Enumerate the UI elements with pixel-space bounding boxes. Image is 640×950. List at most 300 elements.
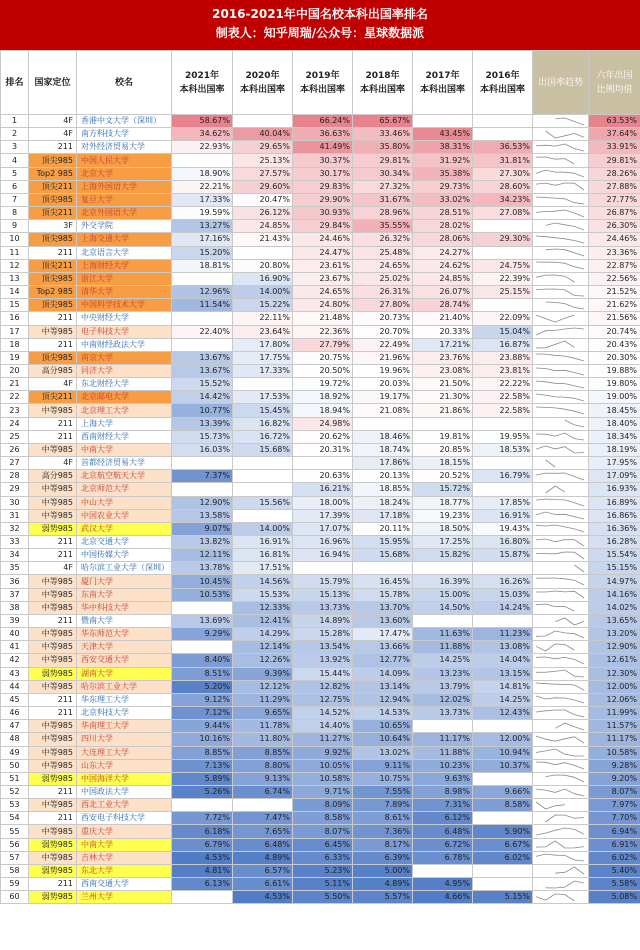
trend-sparkline (533, 444, 587, 455)
table-row (1, 391, 640, 404)
rate-cell: 16.81% (233, 549, 293, 562)
trend-sparkline (533, 681, 587, 692)
school-name-cell: 首都经济贸易大学 (77, 457, 172, 470)
table-row (1, 207, 640, 220)
trend-sparkline (533, 721, 587, 732)
trend-sparkline (533, 589, 587, 600)
average-cell: 26.30% (589, 220, 640, 233)
table-row (1, 838, 640, 851)
rate-cell: 11.78% (233, 720, 293, 733)
rate-cell: 41.49% (293, 141, 353, 154)
rate-cell: 6.78% (413, 851, 473, 864)
rate-cell: 17.53% (233, 391, 293, 404)
rate-cell: 21.40% (413, 312, 473, 325)
trend-sparkline (533, 195, 587, 206)
rank-cell: 39 (1, 614, 29, 627)
rate-cell: 8.09% (293, 799, 353, 812)
table-row (1, 338, 640, 351)
trend-sparkline-cell (533, 470, 589, 483)
average-cell: 20.30% (589, 351, 640, 364)
rank-cell: 47 (1, 720, 29, 733)
rate-cell: 22.36% (293, 325, 353, 338)
rank-cell: 53 (1, 799, 29, 812)
rate-cell: 14.29% (233, 628, 293, 641)
rate-cell: 20.31% (293, 443, 353, 456)
position-cell: 中等985 (29, 483, 77, 496)
rank-cell: 38 (1, 601, 29, 614)
position-cell: 3F (29, 220, 77, 233)
trend-sparkline (533, 668, 587, 679)
rate-cell: 18.94% (293, 404, 353, 417)
rate-cell: 11.63% (413, 628, 473, 641)
rate-cell: 14.50% (413, 601, 473, 614)
rate-cell: 15.03% (473, 588, 533, 601)
position-cell: 顶尖985 (29, 233, 77, 246)
rate-cell (473, 614, 533, 627)
average-cell: 20.43% (589, 338, 640, 351)
rate-cell: 7.89% (353, 799, 413, 812)
rank-cell: 10 (1, 233, 29, 246)
position-cell: 中等985 (29, 404, 77, 417)
table-row (1, 772, 640, 785)
rate-cell: 20.52% (413, 470, 473, 483)
trend-sparkline (533, 168, 587, 179)
header-2020: 2020年 本科出国率 (233, 51, 293, 115)
position-cell: 211 (29, 312, 77, 325)
rate-cell: 16.91% (473, 509, 533, 522)
position-cell: Top2 985 (29, 286, 77, 299)
rate-cell (353, 562, 413, 575)
trend-sparkline-cell (533, 128, 589, 141)
trend-sparkline-cell (533, 286, 589, 299)
header-position: 国家定位 (29, 51, 77, 115)
rate-cell: 9.71% (293, 785, 353, 798)
trend-sparkline (533, 879, 587, 890)
trend-sparkline-cell (533, 115, 589, 128)
rate-cell (233, 457, 293, 470)
trend-sparkline (533, 694, 587, 705)
rate-cell: 43.45% (413, 128, 473, 141)
rate-cell: 19.59% (172, 207, 233, 220)
trend-sparkline (533, 116, 587, 127)
trend-sparkline-cell (533, 167, 589, 180)
rate-cell: 10.37% (473, 759, 533, 772)
school-name-cell: 电子科技大学 (77, 325, 172, 338)
rate-cell: 12.43% (473, 707, 533, 720)
table-row (1, 246, 640, 259)
rate-cell: 8.61% (353, 812, 413, 825)
rank-cell: 12 (1, 259, 29, 272)
table-row (1, 220, 640, 233)
rate-cell: 5.23% (293, 864, 353, 877)
rank-cell: 32 (1, 522, 29, 535)
trend-sparkline-cell (533, 759, 589, 772)
rate-cell: 20.85% (413, 443, 473, 456)
rate-cell: 13.66% (353, 641, 413, 654)
rank-cell: 6 (1, 180, 29, 193)
school-name-cell: 东北大学 (77, 864, 172, 877)
rank-cell: 45 (1, 693, 29, 706)
rate-cell: 21.50% (413, 378, 473, 391)
rate-cell: 22.49% (353, 338, 413, 351)
title-banner (0, 0, 640, 50)
average-cell: 12.00% (589, 680, 640, 693)
rate-cell: 13.14% (353, 680, 413, 693)
table-row (1, 272, 640, 285)
rate-cell: 8.98% (413, 785, 473, 798)
trend-sparkline (533, 142, 587, 153)
header-name: 校名 (77, 51, 172, 115)
trend-sparkline (533, 155, 587, 166)
rank-cell: 44 (1, 680, 29, 693)
school-name-cell: 中南财经政法大学 (77, 338, 172, 351)
trend-sparkline-cell (533, 443, 589, 456)
rate-cell: 36.63% (293, 128, 353, 141)
rate-cell: 31.81% (473, 154, 533, 167)
rate-cell: 28.96% (353, 207, 413, 220)
header-2017: 2017年 本科出国率 (413, 51, 473, 115)
average-cell: 18.40% (589, 417, 640, 430)
trend-sparkline-cell (533, 207, 589, 220)
rate-cell: 17.47% (353, 628, 413, 641)
rate-cell: 15.13% (293, 588, 353, 601)
trend-sparkline-cell (533, 825, 589, 838)
rate-cell: 17.86% (353, 457, 413, 470)
rate-cell: 7.13% (172, 759, 233, 772)
rank-cell: 52 (1, 785, 29, 798)
rate-cell: 7.12% (172, 707, 233, 720)
school-name-cell: 香港中文大学（深圳） (77, 115, 172, 128)
rank-cell: 51 (1, 772, 29, 785)
rate-cell (172, 272, 233, 285)
rate-cell: 28.02% (413, 220, 473, 233)
table-row (1, 404, 640, 417)
school-name-cell: 华中科技大学 (77, 601, 172, 614)
rate-cell: 15.04% (473, 325, 533, 338)
header-average: 六年出国 比例均值 (589, 51, 640, 115)
rate-cell: 8.85% (172, 746, 233, 759)
rate-cell: 15.68% (233, 443, 293, 456)
rate-cell: 24.75% (473, 259, 533, 272)
school-name-cell: 西北工业大学 (77, 799, 172, 812)
rate-cell: 18.85% (353, 483, 413, 496)
school-name-cell: 中山大学 (77, 496, 172, 509)
position-cell: 中等985 (29, 601, 77, 614)
rate-cell: 14.42% (172, 391, 233, 404)
rate-cell: 21.30% (413, 391, 473, 404)
rate-cell: 13.69% (172, 614, 233, 627)
rate-cell: 18.81% (172, 259, 233, 272)
rate-cell: 10.45% (172, 575, 233, 588)
rate-cell (172, 312, 233, 325)
school-name-cell: 中国政法大学 (77, 785, 172, 798)
rate-cell: 15.78% (353, 588, 413, 601)
rate-cell (413, 864, 473, 877)
rank-cell: 31 (1, 509, 29, 522)
average-cell: 14.97% (589, 575, 640, 588)
rate-cell: 6.79% (172, 838, 233, 851)
average-cell: 12.30% (589, 667, 640, 680)
rate-cell: 16.87% (473, 338, 533, 351)
average-cell: 26.87% (589, 207, 640, 220)
average-cell: 6.02% (589, 851, 640, 864)
rate-cell: 16.72% (233, 430, 293, 443)
rate-cell: 10.77% (172, 404, 233, 417)
average-cell: 21.56% (589, 312, 640, 325)
rate-cell: 24.98% (293, 417, 353, 430)
position-cell: 顶尖211 (29, 207, 77, 220)
school-name-cell: 北京航空航天大学 (77, 470, 172, 483)
table-row (1, 193, 640, 206)
rate-cell: 8.17% (353, 838, 413, 851)
position-cell: 4F (29, 378, 77, 391)
rate-cell: 6.39% (353, 851, 413, 864)
rate-cell: 22.58% (473, 404, 533, 417)
position-cell: 211 (29, 141, 77, 154)
rate-cell (172, 154, 233, 167)
average-cell: 7.97% (589, 799, 640, 812)
trend-sparkline-cell (533, 351, 589, 364)
rate-cell: 19.96% (353, 364, 413, 377)
rate-cell: 19.72% (293, 378, 353, 391)
rate-cell: 17.33% (233, 364, 293, 377)
trend-sparkline-cell (533, 417, 589, 430)
rate-cell: 13.70% (353, 601, 413, 614)
rate-cell: 10.53% (172, 588, 233, 601)
rate-cell: 16.82% (233, 417, 293, 430)
trend-sparkline-cell (533, 799, 589, 812)
rate-cell: 18.74% (353, 443, 413, 456)
table-row (1, 878, 640, 891)
trend-sparkline (533, 523, 587, 534)
average-cell: 12.90% (589, 641, 640, 654)
school-name-cell: 中南大学 (77, 443, 172, 456)
rank-cell: 4 (1, 154, 29, 167)
position-cell: 211 (29, 707, 77, 720)
rate-cell: 26.32% (353, 233, 413, 246)
trend-sparkline-cell (533, 654, 589, 667)
position-cell: 顶尖211 (29, 391, 77, 404)
rate-cell (413, 417, 473, 430)
trend-sparkline-cell (533, 878, 589, 891)
rank-cell: 13 (1, 272, 29, 285)
rate-cell: 38.31% (413, 141, 473, 154)
table-row (1, 299, 640, 312)
table-row (1, 693, 640, 706)
rate-cell: 12.02% (413, 693, 473, 706)
rank-cell: 42 (1, 654, 29, 667)
school-name-cell: 中国科学技术大学 (77, 299, 172, 312)
position-cell: 211 (29, 246, 77, 259)
rate-cell: 13.27% (172, 220, 233, 233)
table-row (1, 351, 640, 364)
school-name-cell: 华南理工大学 (77, 720, 172, 733)
trend-sparkline-cell (533, 601, 589, 614)
rate-cell: 18.50% (413, 522, 473, 535)
rate-cell (473, 128, 533, 141)
trend-sparkline (533, 629, 587, 640)
header-rank: 排名 (1, 51, 29, 115)
position-cell: 211 (29, 878, 77, 891)
rate-cell: 16.79% (473, 470, 533, 483)
rate-cell: 6.74% (233, 785, 293, 798)
rate-cell: 9.11% (353, 759, 413, 772)
rate-cell: 15.45% (233, 404, 293, 417)
rate-cell: 35.55% (353, 220, 413, 233)
rate-cell: 11.29% (233, 693, 293, 706)
rate-cell: 9.92% (293, 746, 353, 759)
trend-sparkline (533, 129, 587, 140)
table-row (1, 601, 640, 614)
table-row (1, 614, 640, 627)
table-row (1, 483, 640, 496)
rate-cell: 11.54% (172, 299, 233, 312)
rate-cell: 27.08% (473, 207, 533, 220)
table-row (1, 417, 640, 430)
rate-cell: 18.77% (413, 496, 473, 509)
rank-cell: 36 (1, 575, 29, 588)
rank-cell: 18 (1, 338, 29, 351)
rate-cell: 13.15% (473, 667, 533, 680)
school-name-cell: 湖南大学 (77, 667, 172, 680)
rate-cell: 5.26% (172, 785, 233, 798)
rate-cell: 7.47% (233, 812, 293, 825)
position-cell: 顶尖985 (29, 299, 77, 312)
school-name-cell: 北京语言大学 (77, 246, 172, 259)
rate-cell (293, 562, 353, 575)
position-cell: 高分985 (29, 470, 77, 483)
school-name-cell: 中央财经大学 (77, 312, 172, 325)
rate-cell: 7.72% (172, 812, 233, 825)
trend-sparkline (533, 892, 587, 903)
rank-cell: 19 (1, 351, 29, 364)
rate-cell: 19.81% (413, 430, 473, 443)
rate-cell (473, 562, 533, 575)
rate-cell (233, 115, 293, 128)
rate-cell: 6.33% (293, 851, 353, 864)
table-row (1, 549, 640, 562)
rate-cell: 13.73% (413, 707, 473, 720)
rate-cell: 12.41% (233, 614, 293, 627)
rate-cell: 28.06% (413, 233, 473, 246)
rate-cell: 15.52% (172, 378, 233, 391)
position-cell: 中等985 (29, 851, 77, 864)
rate-cell: 16.80% (473, 536, 533, 549)
rate-cell: 18.92% (293, 391, 353, 404)
rate-cell: 9.39% (233, 667, 293, 680)
rate-cell (473, 812, 533, 825)
rate-cell: 18.53% (473, 443, 533, 456)
rate-cell: 29.83% (293, 180, 353, 193)
trend-sparkline-cell (533, 693, 589, 706)
rank-cell: 40 (1, 628, 29, 641)
position-cell: 弱势985 (29, 838, 77, 851)
rate-cell: 22.22% (473, 378, 533, 391)
school-name-cell: 上海交通大学 (77, 233, 172, 246)
school-name-cell: 大连理工大学 (77, 746, 172, 759)
table-row (1, 167, 640, 180)
table-row (1, 536, 640, 549)
rate-cell: 8.07% (293, 825, 353, 838)
average-cell: 18.45% (589, 404, 640, 417)
rate-cell: 20.75% (293, 351, 353, 364)
rate-cell (413, 720, 473, 733)
trend-sparkline (533, 734, 587, 745)
school-name-cell: 南京大学 (77, 351, 172, 364)
average-cell: 5.58% (589, 878, 640, 891)
rate-cell: 15.87% (473, 549, 533, 562)
rate-cell: 16.96% (293, 536, 353, 549)
average-cell: 9.28% (589, 759, 640, 772)
position-cell: Top2 985 (29, 167, 77, 180)
rank-cell: 59 (1, 878, 29, 891)
trend-sparkline (533, 510, 587, 521)
average-cell: 16.28% (589, 536, 640, 549)
average-cell: 18.34% (589, 430, 640, 443)
rate-cell: 21.86% (413, 404, 473, 417)
trend-sparkline (533, 181, 587, 192)
rank-cell: 3 (1, 141, 29, 154)
rate-cell: 4.95% (413, 878, 473, 891)
table-row (1, 286, 640, 299)
rate-cell (473, 220, 533, 233)
rate-cell: 17.25% (413, 536, 473, 549)
rate-cell: 16.45% (353, 575, 413, 588)
position-cell: 顶尖985 (29, 154, 77, 167)
trend-sparkline-cell (533, 614, 589, 627)
position-cell: 顶尖985 (29, 193, 77, 206)
table-row (1, 180, 640, 193)
average-cell: 13.65% (589, 614, 640, 627)
rate-cell: 21.96% (353, 351, 413, 364)
average-cell: 29.81% (589, 154, 640, 167)
rate-cell: 29.60% (233, 180, 293, 193)
rate-cell: 27.57% (233, 167, 293, 180)
rank-cell: 55 (1, 825, 29, 838)
rate-cell: 6.12% (413, 812, 473, 825)
rank-cell: 5 (1, 167, 29, 180)
table-row (1, 641, 640, 654)
rate-cell: 9.07% (172, 522, 233, 535)
position-cell: 211 (29, 812, 77, 825)
trend-sparkline-cell (533, 246, 589, 259)
rate-cell: 22.11% (233, 312, 293, 325)
table-row (1, 233, 640, 246)
average-cell: 15.15% (589, 562, 640, 575)
rate-cell: 22.39% (473, 272, 533, 285)
trend-sparkline-cell (533, 851, 589, 864)
rate-cell: 24.80% (293, 299, 353, 312)
trend-sparkline (533, 655, 587, 666)
average-cell: 14.02% (589, 601, 640, 614)
rate-cell: 25.13% (233, 154, 293, 167)
average-cell: 22.87% (589, 259, 640, 272)
rate-cell: 33.02% (413, 193, 473, 206)
rate-cell: 14.25% (413, 654, 473, 667)
rate-cell: 5.57% (353, 891, 413, 904)
rate-cell: 24.65% (293, 286, 353, 299)
rate-cell: 12.77% (353, 654, 413, 667)
rate-cell: 17.51% (233, 562, 293, 575)
rate-cell: 25.15% (473, 286, 533, 299)
rate-cell: 24.62% (413, 259, 473, 272)
rank-cell: 24 (1, 417, 29, 430)
rate-cell: 35.38% (413, 167, 473, 180)
rate-cell: 13.60% (353, 614, 413, 627)
rate-cell: 20.62% (293, 430, 353, 443)
trend-sparkline (533, 813, 587, 824)
rate-cell (473, 864, 533, 877)
